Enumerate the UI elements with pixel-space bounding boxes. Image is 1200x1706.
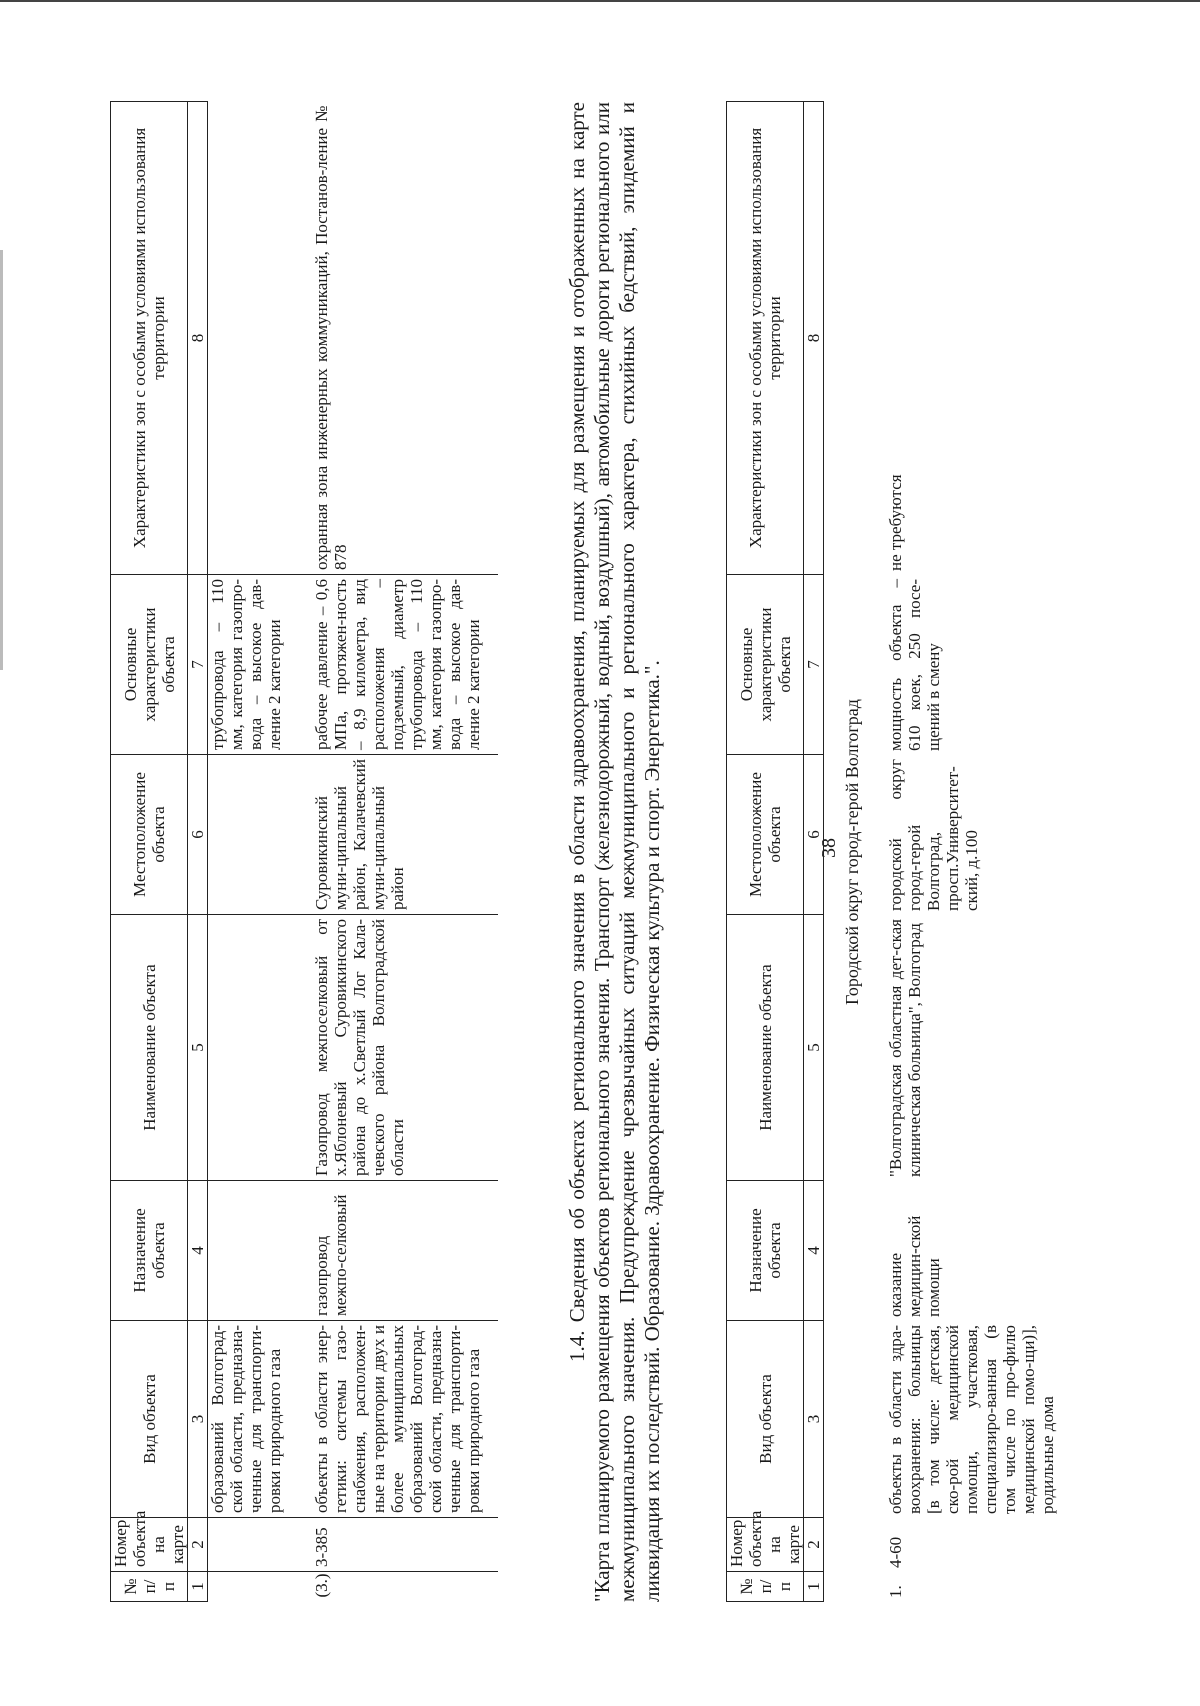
col-number: 5	[804, 915, 824, 1181]
header-zones: Характеристики зон с особыми условиями использования территории	[111, 102, 188, 575]
col-number: 5	[188, 915, 208, 1181]
cell-object-type: объекты в области здра-воохранения: больницы [в том числе: детская, ско-рой медицинской помощи, участковая, специализиро-ванная (в том числе по про-филю медицинской помо-щи)], родильные дома	[886, 1325, 1057, 1514]
cell-purpose: оказание медицин-ской помощи	[886, 1215, 943, 1317]
table-row	[312, 102, 498, 1602]
table-row	[886, 102, 1057, 1602]
col-number: 3	[804, 1321, 824, 1518]
col-number: 4	[188, 1181, 208, 1321]
cell-name: Газопровод межпоселковый от х.Яблоневый Суровикинского района до х.Светлый Лог Кала-чевского района Волгоградской области	[312, 915, 498, 1181]
header-name: Наименование объекта	[727, 915, 804, 1181]
col-number: 7	[804, 575, 824, 755]
col-number: 6	[804, 755, 824, 915]
header-num: № п/п	[111, 1572, 188, 1602]
cell-num: (3.)	[312, 1572, 498, 1602]
header-location: Местоположение объекта	[111, 755, 188, 915]
cell-num: 1.	[886, 1585, 905, 1598]
table-1-header-row	[111, 102, 188, 1602]
table-1	[110, 101, 498, 1602]
cell-zones: охранная зона инженерных коммуникаций, Постанов-ление № 878	[312, 102, 498, 575]
cell-map-number: 4-60	[886, 1536, 905, 1568]
header-map-number: Номер объекта на карте	[727, 1518, 804, 1572]
cell-object-type: образований Волгоград-ской области, предназна-ченные для транспорти-ровки природного газа	[208, 1321, 312, 1518]
col-number: 3	[188, 1321, 208, 1518]
col-number: 6	[188, 755, 208, 915]
header-characteristics: Основные характеристики объекта	[111, 575, 188, 755]
table-row-continued	[208, 102, 312, 1602]
header-object-type: Вид объекта	[111, 1321, 188, 1518]
col-number: 4	[804, 1181, 824, 1321]
table-2-header-row	[727, 102, 804, 1602]
table-2	[726, 101, 824, 1602]
cell-characteristics: трубопровода – 110 мм, категория газопро-вода – высокое дав-ление 2 категории	[208, 575, 312, 755]
col-number: 2	[804, 1518, 824, 1572]
cell-object-type: объекты в области энер-гетики: системы газо-снабжения, расположен-ные на территории двух и более муниципальных образований Волгоград-ской области, предназна-ченные для транспорти-ровки природного газа	[312, 1321, 498, 1518]
col-number: 8	[804, 102, 824, 575]
table-2-column-numbers	[804, 102, 824, 1602]
header-purpose: Назначение объекта	[727, 1181, 804, 1321]
header-name: Наименование объекта	[111, 915, 188, 1181]
table-2-caption: Городской округ город-герой Волгоград	[842, 699, 862, 1005]
cell-location: городской округ город-герой Волгоград, просп.Университет-ский, д.100	[886, 759, 981, 911]
cell-map-number: 3-385	[312, 1518, 498, 1572]
cell-zones: не требуются	[886, 474, 905, 571]
col-number: 1	[188, 1572, 208, 1602]
cell-characteristics: рабочее давление – 0,6 МПа, протяжен-ность – 8,9 километра, вид расположения – подземный, диаметр трубопровода – 110 мм, категория газопро-вода – высокое дав-ление 2 категории	[312, 575, 498, 755]
header-location: Местоположение объекта	[727, 755, 804, 915]
header-characteristics: Основные характеристики объекта	[727, 575, 804, 755]
table-2-body	[886, 102, 1057, 1602]
col-number: 2	[188, 1518, 208, 1572]
header-num: № п/п	[727, 1572, 804, 1602]
col-number: 7	[188, 575, 208, 755]
header-purpose: Назначение объекта	[111, 1181, 188, 1321]
section-1-4-paragraph: 1.4. Сведения об объектах регионального значения в области здравоохранения, планируемых для размещения и отображенных на карте "Карта планируемого размещения объектов регионального значения. Транспорт (железнодорожный, водный, воздушный), автомобильные дороги регионального или межмуниципального значения. Предупреждение чрезвычайных ситуаций межмуниципального и регионального характера, стихийных бедствий, эпидемий и ликвидация их последствий. Образование. Здравоохранение. Физическая культура и спорт. Энергетика.".	[565, 102, 664, 1602]
page-number: 38	[818, 838, 840, 858]
header-zones: Характеристики зон с особыми условиями использования территории	[727, 102, 804, 575]
cell-purpose: газопровод межпо-селковый	[312, 1181, 498, 1321]
cell-characteristics: мощность объекта – 610 коек, 250 посе-щений в смену	[886, 579, 943, 751]
col-number: 1	[804, 1572, 824, 1602]
cell-location: Суровикинский муни-ципальный район, Калачевский муни-ципальный район	[312, 755, 498, 915]
header-object-type: Вид объекта	[727, 1321, 804, 1518]
cell-name: "Волгоградская областная дет-ская клиническая больница", Волгоград	[886, 919, 924, 1177]
table-1-column-numbers	[188, 102, 208, 1602]
header-map-number: Номер объекта на карте	[111, 1518, 188, 1572]
col-number: 8	[188, 102, 208, 575]
